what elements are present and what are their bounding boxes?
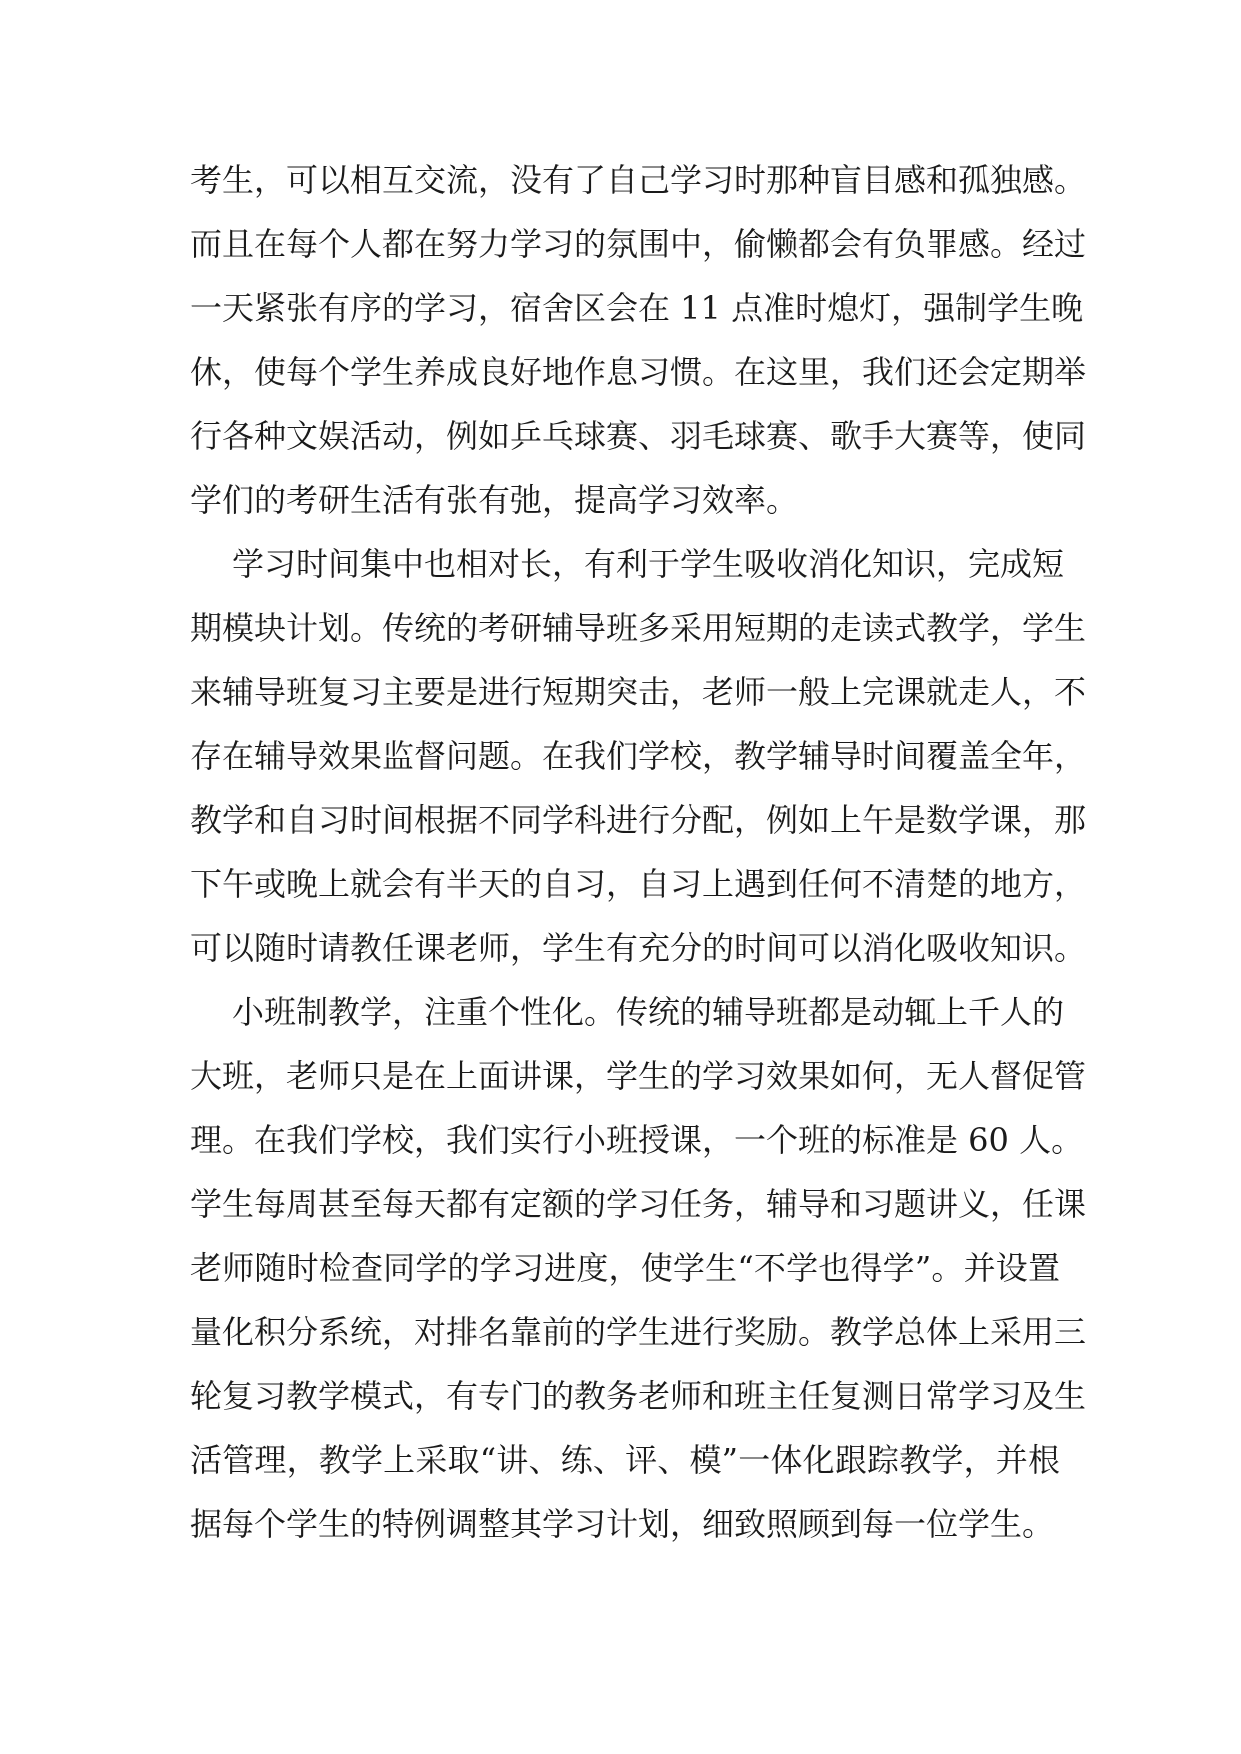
text-line: 学生每周甚至每天都有定额的学习任务，辅导和习题讲义，任课 (190, 1185, 1087, 1223)
text-line: 教学和自习时间根据不同学科进行分配，例如上午是数学课，那 (190, 801, 1087, 839)
paragraph-2 (190, 532, 1087, 980)
text-line: 考生，可以相互交流，没有了自己学习时那种盲目感和孤独感。 (190, 161, 1087, 199)
text-line: 行各种文娱活动，例如乒乓球赛、羽毛球赛、歌手大赛等，使同 (190, 417, 1087, 455)
paragraph-3 (190, 980, 1087, 1556)
text-line: 学习时间集中也相对长，有利于学生吸收消化知识，完成短 (232, 545, 1065, 583)
text-line: 一天紧张有序的学习，宿舍区会在 11 点准时熄灯，强制学生晚 (190, 289, 1084, 327)
text-line: 学们的考研生活有张有弛，提高学习效率。 (190, 481, 799, 519)
text-line: 存在辅导效果监督问题。在我们学校，教学辅导时间覆盖全年， (190, 737, 1087, 775)
text-line: 量化积分系统，对排名靠前的学生进行奖励。教学总体上采用三 (190, 1313, 1087, 1351)
text-line: 大班，老师只是在上面讲课，学生的学习效果如何，无人督促管 (190, 1057, 1087, 1095)
paragraph-1 (190, 148, 1087, 532)
text-line: 期模块计划。传统的考研辅导班多采用短期的走读式教学，学生 (190, 609, 1087, 647)
text-line: 来辅导班复习主要是进行短期突击，老师一般上完课就走人，不 (190, 673, 1087, 711)
text-line: 老师随时检查同学的学习进度，使学生“不学也得学”。并设置 (190, 1249, 1060, 1287)
text-line: 小班制教学，注重个性化。传统的辅导班都是动辄上千人的 (232, 993, 1065, 1031)
document-body (190, 148, 1087, 1556)
text-line: 活管理，教学上采取“讲、练、评、模”一体化跟踪教学，并根 (190, 1441, 1060, 1479)
text-line: 理。在我们学校，我们实行小班授课，一个班的标准是 60 人。 (190, 1121, 1084, 1159)
text-line: 可以随时请教任课老师，学生有充分的时间可以消化吸收知识。 (190, 929, 1087, 967)
text-line: 下午或晚上就会有半天的自习，自习上遇到任何不清楚的地方， (190, 865, 1087, 903)
text-line: 休，使每个学生养成良好地作息习惯。在这里，我们还会定期举 (190, 353, 1087, 391)
text-line: 而且在每个人都在努力学习的氛围中，偷懒都会有负罪感。经过 (190, 225, 1087, 263)
text-line: 轮复习教学模式，有专门的教务老师和班主任复测日常学习及生 (190, 1377, 1087, 1415)
text-line: 据每个学生的特例调整其学习计划，细致照顾到每一位学生。 (190, 1505, 1055, 1543)
